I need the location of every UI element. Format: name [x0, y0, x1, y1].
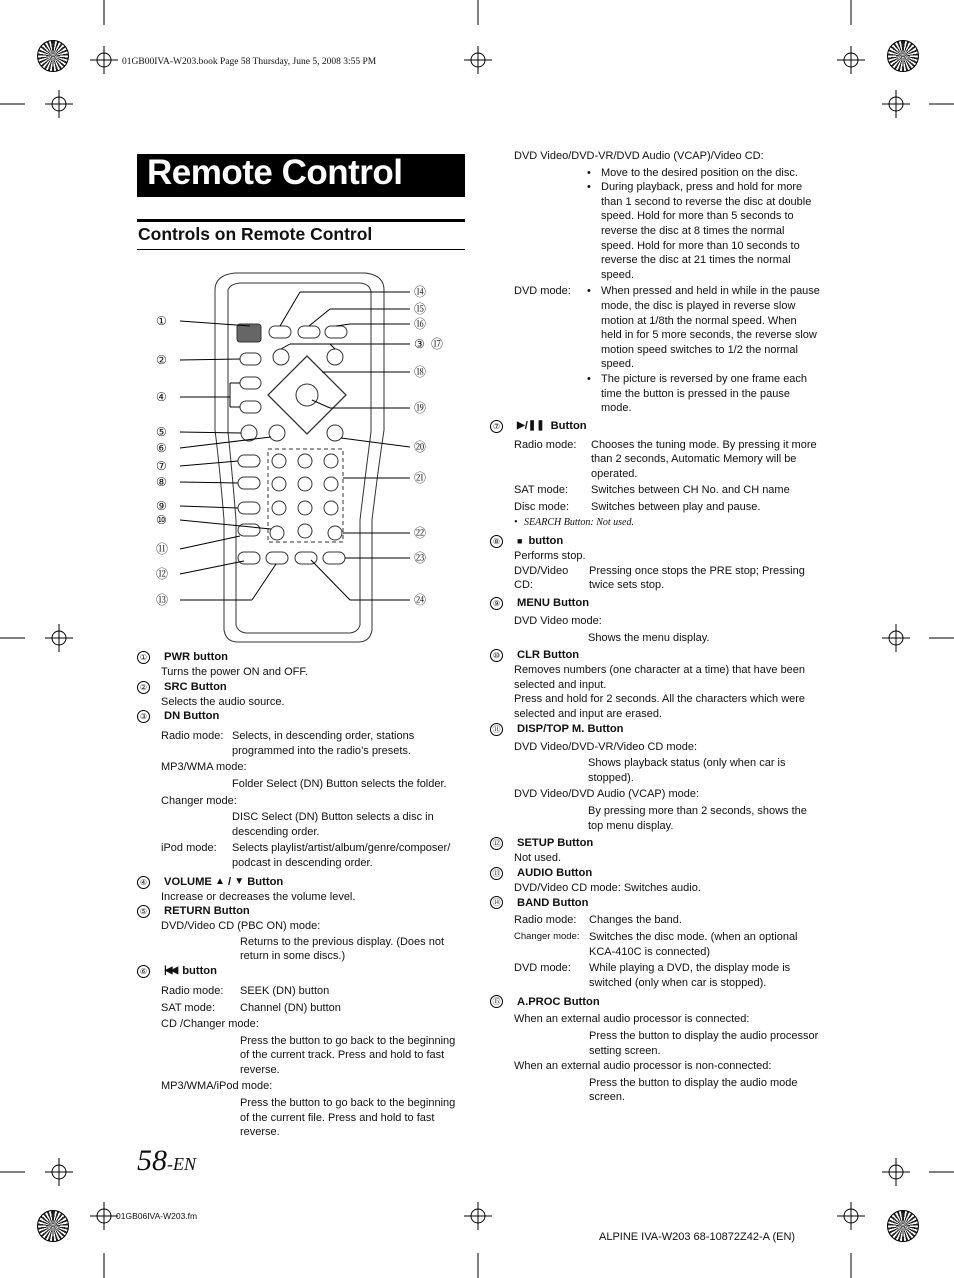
callout-22: ㉒	[414, 526, 427, 540]
callout-14: ⑭	[414, 285, 427, 299]
aproc-value-2: Press the button to display the audio mode screen.	[589, 1076, 798, 1104]
callout-9: ⑨	[156, 499, 167, 513]
callout-13: ⑬	[156, 593, 169, 607]
callout-24: ㉔	[414, 593, 427, 607]
skip-back-icon: |◀◀	[164, 965, 177, 977]
dn-mp3-key: MP3/WMA mode:	[161, 761, 247, 774]
file-info-header: 01GB00IVA-W203.book Page 58 Thursday, June 5, 2008 3:55 PM	[122, 57, 377, 67]
item-stop-heading: ⑧ ■ button	[490, 534, 820, 549]
play-sat: SAT mode: Switches between CH No. and CH name	[514, 484, 790, 497]
aproc-key-2: When an external audio processor is non-connected:	[514, 1060, 772, 1073]
up-triangle-icon: ▲	[214, 875, 225, 887]
stop-icon: ■	[517, 536, 523, 547]
clr-desc-1: Removes numbers (one character at a time) that have been selected and input.	[514, 664, 806, 691]
dn-changer-value: DISC Select (DN) Button selects a disc in descending order.	[232, 811, 434, 838]
item-clr-heading: ⑩ CLR Button	[490, 648, 820, 663]
callout-4: ④	[156, 390, 167, 404]
prev-mp3-key: MP3/WMA/iPod mode:	[161, 1080, 273, 1093]
footer-model: ALPINE IVA-W203 68-10872Z42-A (EN)	[599, 1231, 796, 1243]
callout-19: ⑲	[414, 401, 427, 415]
stop-dvd: DVD/Video CD: Pressing once stops the PRE stop; Pressing twice sets stop.	[514, 564, 805, 592]
aproc-key-1: When an external audio processor is connected:	[514, 1013, 750, 1026]
callout-2: ②	[156, 353, 167, 367]
prev-mp3-value: Press the button to go back to the beginning of the current file. Press and hold to fast reverse.	[240, 1097, 456, 1139]
item-return-heading: ⑤ RETURN Button	[137, 904, 467, 919]
page-title: Remote Control	[147, 153, 403, 192]
dn-ipod: iPod mode: Selects playlist/artist/album/genre/composer/ podcast in descending order.	[161, 842, 451, 869]
item-menu-heading: ⑨ MENU Button	[490, 596, 820, 611]
return-key: DVD/Video CD (PBC ON) mode:	[161, 920, 321, 933]
prev-radio: Radio mode: SEEK (DN) button	[161, 984, 330, 997]
callout-10: ⑩	[156, 513, 167, 527]
menu-key: DVD Video mode:	[514, 615, 602, 628]
volume-desc: Increase or decreases the volume level.	[161, 890, 356, 903]
play-disc: Disc mode: Switches between play and pause.	[514, 501, 761, 514]
audio-desc: DVD/Video CD mode: Switches audio.	[514, 881, 701, 894]
callout-16: ⑯	[414, 317, 427, 331]
item-src-heading: ② SRC Button	[137, 680, 467, 695]
stop-desc: Performs stop.	[514, 550, 586, 563]
item-prev-heading: ⑥ |◀◀ button	[137, 964, 467, 979]
left-column	[137, 650, 467, 1140]
callout-15: ⑮	[414, 302, 427, 316]
band-radio: Radio mode: Changes the band.	[514, 914, 682, 927]
callout-12: ⑫	[156, 567, 169, 581]
down-triangle-icon: ▼	[234, 875, 245, 887]
setup-desc: Not used.	[514, 852, 562, 865]
right-column	[490, 149, 820, 1105]
dn-radio: Radio mode: Selects, in descending order, stations programmed into the radio’s presets.	[161, 730, 415, 757]
prev-sat: SAT mode: Channel (DN) button	[161, 1001, 341, 1014]
disp-key-2: DVD Video/DVD Audio (VCAP) mode:	[514, 788, 700, 801]
play-note: • SEARCH Button: Not used.	[514, 516, 634, 528]
item-dn-heading: ③ DN Button	[137, 709, 467, 724]
item-setup-heading: ⑫ SETUP Button	[490, 836, 820, 851]
disp-key-1: DVD Video/DVD-VR/Video CD mode:	[514, 740, 698, 753]
item-band-heading: ⑭ BAND Button	[490, 895, 820, 910]
footer-filename: 01GB06IVA-W203.fm	[116, 1211, 198, 1221]
callout-21: ㉑	[414, 471, 427, 485]
dvd-bullet-2: • During playback, press and hold for more than 1 second to reverse the disc at double speed. Hold for more than 5 seconds to reverse the disc at 8 times the normal speed. Hold for more than 10 seconds to reverse the disc at 21 times the normal speed.	[587, 181, 812, 281]
callout-5: ⑤	[156, 425, 167, 439]
callout-8: ⑧	[156, 475, 167, 489]
callout-23: ㉓	[414, 551, 427, 565]
pause-icon: ❚❚	[527, 419, 545, 431]
return-value: Returns to the previous display. (Does not return in some discs.)	[240, 935, 445, 963]
aproc-value-1: Press the button to display the audio processor setting screen.	[589, 1029, 819, 1057]
item-audio-heading: ⑬ AUDIO Button	[490, 866, 820, 881]
item-aproc-heading: ⑮ A.PROC Button	[490, 994, 820, 1009]
menu-value: Shows the menu display.	[588, 631, 710, 644]
play-radio: Radio mode: Chooses the tuning mode. By pressing it more than 2 seconds, Automatic Memory will be operated.	[514, 438, 817, 480]
play-icon: ▶	[517, 419, 525, 431]
prev-cd-key: CD /Changer mode:	[161, 1018, 259, 1031]
item-play-heading: ⑦ ▶ / ❚❚ Button	[490, 419, 820, 434]
callout-1: ①	[156, 314, 167, 328]
callout-7: ⑦	[156, 459, 167, 473]
section-heading: Controls on Remote Control	[138, 224, 373, 244]
item-disp-heading: ⑪ DISP/TOP M. Button	[490, 722, 820, 737]
prev-cd-value: Press the button to go back to the beginning of the current track. Press and hold to fast reverse.	[240, 1034, 456, 1076]
callout-3: ③	[414, 337, 425, 351]
dvd-key: DVD Video/DVD-VR/DVD Audio (VCAP)/Video CD:	[514, 150, 764, 162]
callout-18: ⑱	[414, 365, 427, 379]
band-dvd: DVD mode: While playing a DVD, the display mode is switched (only when car is stopped).	[514, 962, 791, 989]
disp-value-1: Shows playback status (only when car is stopped).	[588, 757, 786, 784]
callout-17: ⑰	[431, 337, 444, 351]
dvd-mode: DVD mode: • When pressed and held in while in the pause mode, the disc is played in reverse slow motion at 1/8th the normal speed. When held in for 5 more seconds, the reverse slow motion speed switches to 1/2 the normal speed. • The picture is reversed by one frame each time the button is pressed in the pause mode.	[514, 285, 820, 415]
page-number: 58-EN	[137, 1144, 196, 1177]
dn-changer-key: Changer mode:	[161, 794, 237, 807]
dn-mp3-value: Folder Select (DN) Button selects the folder.	[232, 777, 447, 790]
disp-value-2: By pressing more than 2 seconds, shows the top menu display.	[588, 804, 807, 832]
src-desc: Selects the audio source.	[161, 695, 285, 708]
band-changer: Changer mode: Switches the disc mode. (when an optional KCA-410C is connected)	[514, 930, 798, 958]
callout-6: ⑥	[156, 441, 167, 455]
pwr-desc: Turns the power ON and OFF.	[161, 666, 308, 678]
item-pwr-heading: ① PWR button	[137, 650, 467, 665]
dvd-bullet-1: • Move to the desired position on the disc.	[587, 166, 798, 179]
item-volume-heading: ④ VOLUME ▲ / ▼ Button	[137, 875, 467, 890]
callout-20: ⑳	[414, 440, 427, 454]
clr-desc-2: Press and hold for 2 seconds. All the characters which were selected and input are erased.	[514, 693, 806, 720]
callout-11: ⑪	[156, 542, 169, 556]
